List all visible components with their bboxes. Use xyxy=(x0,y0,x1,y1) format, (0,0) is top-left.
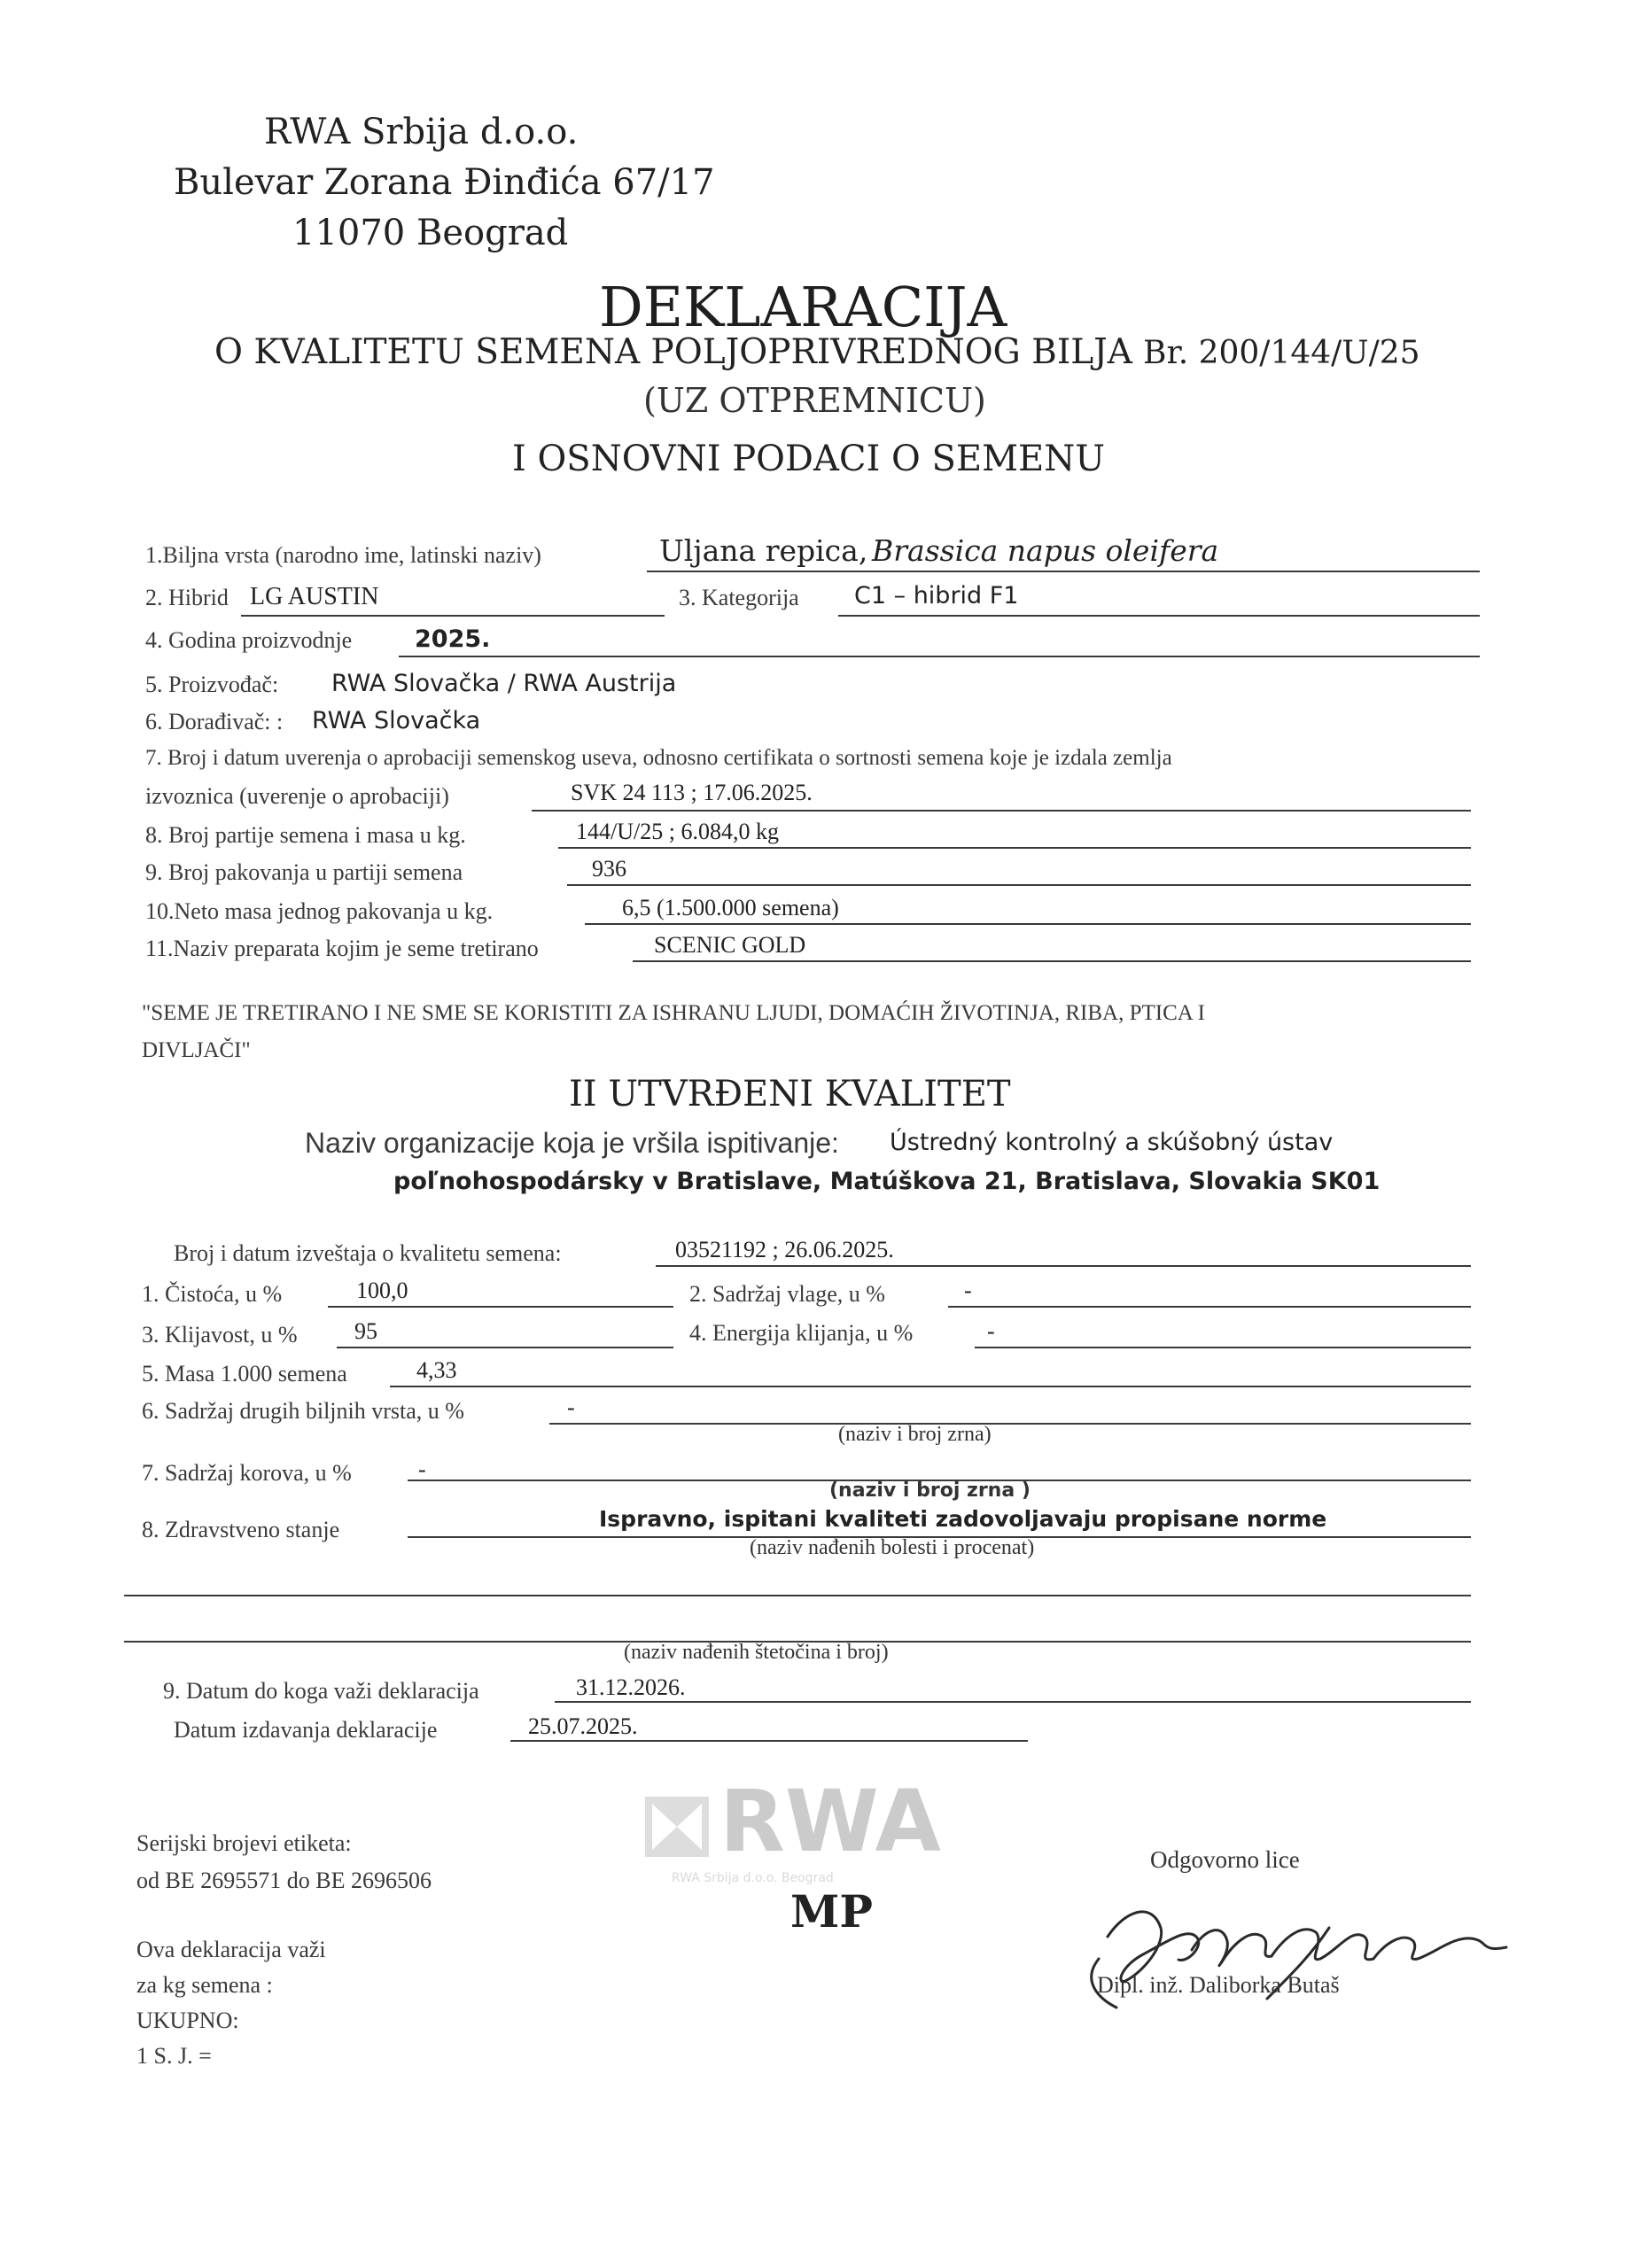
section2-heading: II UTVRĐENI KVALITET xyxy=(569,1074,1011,1115)
company-city: 11070 Beograd xyxy=(292,213,569,253)
field11-line xyxy=(633,960,1471,962)
field2-value: LG AUSTIN xyxy=(250,583,379,610)
quality6-value: - xyxy=(567,1394,575,1420)
quality1-value: 100,0 xyxy=(356,1278,408,1303)
field8-value: 144/U/25 ; 6.084,0 kg xyxy=(576,819,779,844)
quality6-line xyxy=(549,1423,1471,1425)
field9-label: 9. Broj pakovanja u partiji semena xyxy=(145,859,463,885)
field7-label-line1: 7. Broj i datum uverenja o aprobaciji semenskog useva, odnosno certifikata o sortnosti semena koje je izdala zemlja xyxy=(145,746,1172,770)
serials-label: Serijski brojevi etiketa: xyxy=(136,1830,352,1856)
field5-label: 5. Proizvođač: xyxy=(145,672,279,697)
quality6-caption: (naziv i broj zrna) xyxy=(838,1423,992,1446)
field6-value: RWA Slovačka xyxy=(312,707,481,734)
field3-line xyxy=(838,615,1480,617)
quality3-label: 3. Klijavost, u % xyxy=(142,1322,298,1348)
field8-label: 8. Broj partije semena i masa u kg. xyxy=(145,822,466,848)
field7-value: SVK 24 113 ; 17.06.2025. xyxy=(571,780,813,805)
pests-caption: (naziv nađenih štetočina i broj) xyxy=(624,1641,889,1664)
document-note: (UZ OTPREMNICU) xyxy=(643,381,986,420)
quality7-label: 7. Sadržaj korova, u % xyxy=(142,1460,352,1486)
stamp-logo-icon xyxy=(643,1795,711,1859)
field1-value-common: Uljana repica, xyxy=(659,533,868,568)
field10-line xyxy=(585,923,1471,925)
quality9-value: 31.12.2026. xyxy=(576,1674,686,1700)
quality9-label: 9. Datum do koga važi deklaracija xyxy=(163,1678,479,1704)
field1-line xyxy=(647,571,1480,572)
quality5-line xyxy=(390,1386,1471,1387)
field1-label: 1.Biljna vrsta (narodno ime, latinski naziv) xyxy=(145,542,541,568)
valid-line2: za kg semena : xyxy=(136,1972,273,1998)
responsible-label: Odgovorno lice xyxy=(1150,1846,1300,1873)
quality4-line xyxy=(975,1347,1471,1348)
quality1-line xyxy=(328,1306,673,1308)
stamp-mp: MP xyxy=(790,1885,873,1938)
field10-label: 10.Neto masa jednog pakovanja u kg. xyxy=(145,898,494,924)
report-line xyxy=(656,1265,1471,1267)
field4-value: 2025. xyxy=(415,625,491,653)
valid-line4: 1 S. J. = xyxy=(136,2043,212,2069)
field2-line xyxy=(241,615,665,617)
quality8-value: Ispravno, ispitani kvaliteti zadovoljavaju propisane norme xyxy=(599,1506,1327,1532)
quality3-line xyxy=(337,1347,673,1348)
quality6-label: 6. Sadržaj drugih biljnih vrsta, u % xyxy=(142,1398,464,1424)
quality2-line xyxy=(948,1306,1471,1308)
quality3-value: 95 xyxy=(354,1318,377,1344)
section1-heading: I OSNOVNI PODACI O SEMENU xyxy=(512,439,1105,479)
org-value-line2: poľnohospodársky v Bratislave, Matúškova 21, Bratislava, Slovakia SK01 xyxy=(393,1168,1381,1195)
quality7-caption: (naziv i broj zrna ) xyxy=(829,1480,1031,1502)
valid-line1: Ova deklaracija važi xyxy=(136,1937,326,1962)
warning-line1: "SEME JE TRETIRANO I NE SME SE KORISTITI ZA ISHRANU LJUDI, DOMAĆIH ŽIVOTINJA, RIBA, PTICA I xyxy=(142,1001,1205,1025)
issue-date-label: Datum izdavanja deklaracije xyxy=(174,1717,438,1743)
serials-value: od BE 2695571 do BE 2696506 xyxy=(136,1868,432,1893)
field8-line xyxy=(558,847,1471,849)
responsible-name: Dipl. inž. Daliborka Butaš xyxy=(1097,1972,1340,1998)
field7-label-line2: izvoznica (uverenje o aprobaciji) xyxy=(145,783,449,809)
quality1-label: 1. Čistoća, u % xyxy=(142,1281,283,1307)
quality4-label: 4. Energija klijanja, u % xyxy=(689,1320,914,1346)
document-title: DEKLARACIJA xyxy=(599,275,1007,339)
issue-date-line xyxy=(510,1740,1028,1742)
document-subtitle: O KVALITETU SEMENA POLJOPRIVREDNOG BILJA xyxy=(214,332,1132,372)
quality5-value: 4,33 xyxy=(416,1357,457,1383)
quality9-line xyxy=(555,1701,1471,1703)
field10-value: 6,5 (1.500.000 semena) xyxy=(622,895,839,920)
quality4-value: - xyxy=(987,1318,995,1344)
quality2-label: 2. Sadržaj vlage, u % xyxy=(689,1281,885,1307)
field9-value: 936 xyxy=(592,856,626,882)
field7-line xyxy=(532,810,1471,812)
quality7-value: - xyxy=(418,1456,426,1482)
warning-line2: DIVLJAČI" xyxy=(142,1038,251,1062)
report-value: 03521192 ; 26.06.2025. xyxy=(675,1237,894,1262)
stamp-subtext: RWA Srbija d.o.o. Beograd xyxy=(672,1871,834,1885)
org-label: Naziv organizacije koja je vršila ispitivanje: xyxy=(305,1127,839,1159)
field3-label: 3. Kategorija xyxy=(679,585,799,610)
issue-date-value: 25.07.2025. xyxy=(528,1713,638,1739)
field9-line xyxy=(567,884,1471,886)
company-name: RWA Srbija d.o.o. xyxy=(264,112,579,152)
quality8-label: 8. Zdravstveno stanje xyxy=(142,1517,340,1542)
org-value-line1: Ústredný kontrolný a skúšobný ústav xyxy=(890,1129,1334,1156)
field4-line xyxy=(399,656,1480,657)
quality8-caption: (naziv nađenih bolesti i procenat) xyxy=(750,1536,1035,1559)
company-street: Bulevar Zorana Đinđića 67/17 xyxy=(174,162,715,203)
blank-line-1 xyxy=(124,1595,1471,1596)
field11-label: 11.Naziv preparata kojim je seme tretirano xyxy=(145,936,539,961)
field11-value: SCENIC GOLD xyxy=(654,932,806,958)
valid-line3: UKUPNO: xyxy=(136,2008,239,2033)
field6-label: 6. Dorađivač: : xyxy=(145,709,284,734)
field5-value: RWA Slovačka / RWA Austrija xyxy=(331,670,677,697)
field2-label: 2. Hibrid xyxy=(145,585,229,610)
report-label: Broj i datum izveštaja o kvalitetu semena: xyxy=(174,1240,562,1266)
declaration-number: Br. 200/144/U/25 xyxy=(1143,335,1420,371)
field4-label: 4. Godina proizvodnje xyxy=(145,627,353,653)
quality2-value: - xyxy=(964,1278,972,1303)
stamp-logo-text: RWA xyxy=(719,1772,941,1871)
quality5-label: 5. Masa 1.000 semena xyxy=(142,1361,347,1386)
field1-value-latin: Brassica napus oleifera xyxy=(872,533,1219,568)
field3-value: C1 – hibrid F1 xyxy=(854,582,1019,610)
